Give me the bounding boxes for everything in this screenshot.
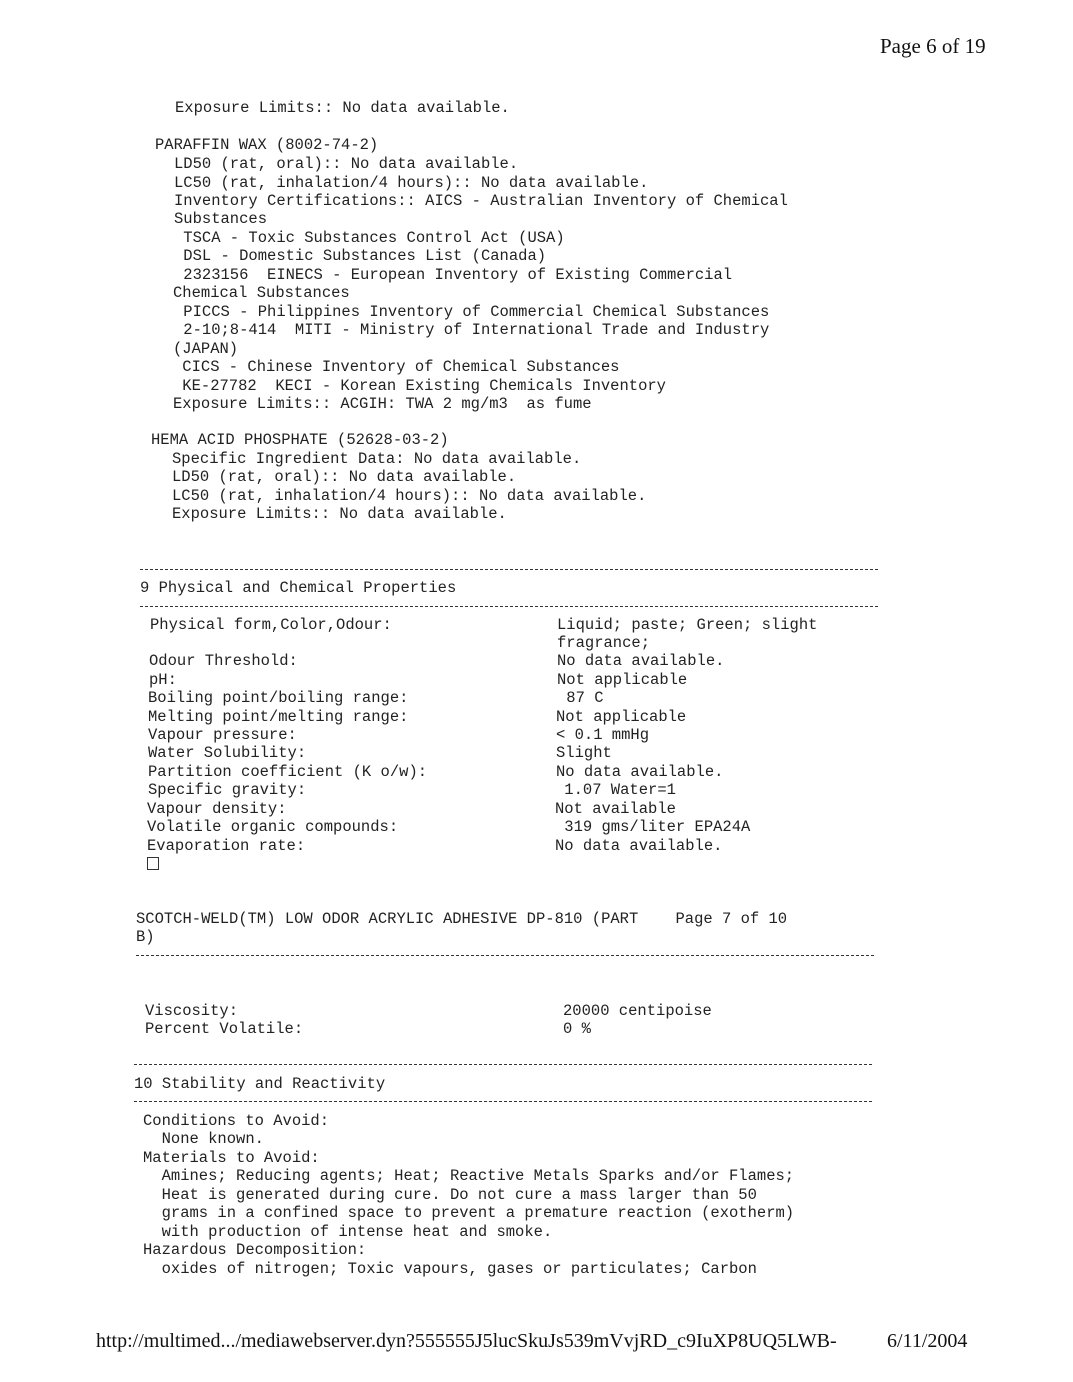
hema-line: LC50 (rat, inhalation/4 hours):: No data available. (172, 487, 647, 505)
property-value: Slight (556, 744, 612, 762)
hema-line: Specific Ingredient Data: No data available. (172, 450, 582, 468)
property-value: No data available. (555, 837, 723, 855)
section-divider (140, 569, 878, 570)
hema-title: HEMA ACID PHOSPHATE (52628-03-2) (151, 431, 449, 449)
paraffin-line: DSL - Domestic Substances List (Canada) (174, 247, 547, 265)
paraffin-line: Inventory Certifications:: AICS - Australian Inventory of Chemical (174, 192, 788, 210)
section-divider (134, 1064, 872, 1065)
property-label: Partition coefficient (K o/w): (148, 763, 428, 781)
stability-line: Materials to Avoid: (143, 1149, 320, 1167)
property-value: 319 gms/liter EPA24A (555, 818, 751, 836)
section10-title: 10 Stability and Reactivity (134, 1075, 386, 1093)
stability-line: with production of intense heat and smoke. (143, 1223, 553, 1241)
property-value: 1.07 Water=1 (555, 781, 676, 799)
paraffin-line: Chemical Substances (173, 284, 350, 302)
property-label: Evaporation rate: (147, 837, 306, 855)
stability-line: Heat is generated during cure. Do not cure a mass larger than 50 (143, 1186, 757, 1204)
stability-line: Conditions to Avoid: (143, 1112, 330, 1130)
property-label: Odour Threshold: (149, 652, 298, 670)
property-label: Vapour density: (147, 800, 287, 818)
page-number: Page 6 of 19 (880, 34, 986, 58)
paraffin-line: LD50 (rat, oral):: No data available. (174, 155, 519, 173)
property-value: Liquid; paste; Green; slight (557, 616, 818, 634)
paraffin-line: Substances (174, 210, 268, 228)
paraffin-line: 2-10;8-414 MITI - Ministry of International Trade and Industry (174, 321, 770, 339)
property-label: Percent Volatile: (145, 1020, 304, 1038)
paraffin-line: Exposure Limits:: ACGIH: TWA 2 mg/m3 as fume (173, 395, 592, 413)
paraffin-line: LC50 (rat, inhalation/4 hours):: No data available. (174, 174, 649, 192)
property-value: Not applicable (557, 671, 688, 689)
paraffin-line: PICCS - Philippines Inventory of Commercial Chemical Substances (174, 303, 770, 321)
property-value: 87 C (557, 689, 604, 707)
property-value: Not applicable (556, 708, 687, 726)
property-label: Melting point/melting range: (148, 708, 409, 726)
paraffin-line: CICS - Chinese Inventory of Chemical Substances (173, 358, 620, 376)
hema-line: LD50 (rat, oral):: No data available. (172, 468, 517, 486)
property-value: Not available (555, 800, 676, 818)
checkbox-glyph (147, 857, 159, 870)
property-label: Viscosity: (145, 1002, 239, 1020)
property-label: Water Solubility: (148, 744, 307, 762)
paraffin-line: (JAPAN) (173, 340, 239, 358)
stability-line: None known. (143, 1130, 264, 1148)
section-divider (136, 955, 874, 956)
hema-line: Exposure Limits:: No data available. (172, 505, 507, 523)
property-label: Boiling point/boiling range: (148, 689, 409, 707)
property-label: Vapour pressure: (148, 726, 297, 744)
product-header-line: SCOTCH-WELD(TM) LOW ODOR ACRYLIC ADHESIVE DP-810 (PART Page 7 of 10 (136, 910, 788, 928)
property-value: 0 % (563, 1020, 591, 1038)
footer-url: http://multimed.../mediawebserver.dyn?555555J5lucSkuJs539mVvjRD_c9IuXP8UQ5LWB- (96, 1330, 837, 1352)
property-value: < 0.1 mmHg (556, 726, 650, 744)
stability-line: Hazardous Decomposition: (143, 1241, 367, 1259)
stability-line: grams in a confined space to prevent a premature reaction (exotherm) (143, 1204, 795, 1222)
footer-date: 6/11/2004 (887, 1330, 968, 1352)
paraffin-line: TSCA - Toxic Substances Control Act (USA) (174, 229, 565, 247)
property-value: No data available. (556, 763, 724, 781)
section9-title: 9 Physical and Chemical Properties (140, 579, 457, 597)
property-value: fragrance; (557, 634, 651, 652)
property-label: Physical form,Color,Odour: (150, 616, 392, 634)
paraffin-line: KE-27782 KECI - Korean Existing Chemicals Inventory (173, 377, 666, 395)
paraffin-title: PARAFFIN WAX (8002-74-2) (155, 136, 379, 154)
property-value: 20000 centipoise (563, 1002, 712, 1020)
section-divider (140, 606, 878, 607)
property-label: pH: (149, 671, 177, 689)
property-label: Volatile organic compounds: (147, 818, 399, 836)
exposure-limits-line: Exposure Limits:: No data available. (175, 99, 510, 117)
section-divider (134, 1101, 872, 1102)
product-header-line: B) (136, 928, 155, 946)
property-value: No data available. (557, 652, 725, 670)
stability-line: Amines; Reducing agents; Heat; Reactive Metals Sparks and/or Flames; (143, 1167, 795, 1185)
paraffin-line: 2323156 EINECS - European Inventory of Existing Commercial (174, 266, 733, 284)
property-label: Specific gravity: (148, 781, 307, 799)
stability-line: oxides of nitrogen; Toxic vapours, gases or particulates; Carbon (143, 1260, 757, 1278)
